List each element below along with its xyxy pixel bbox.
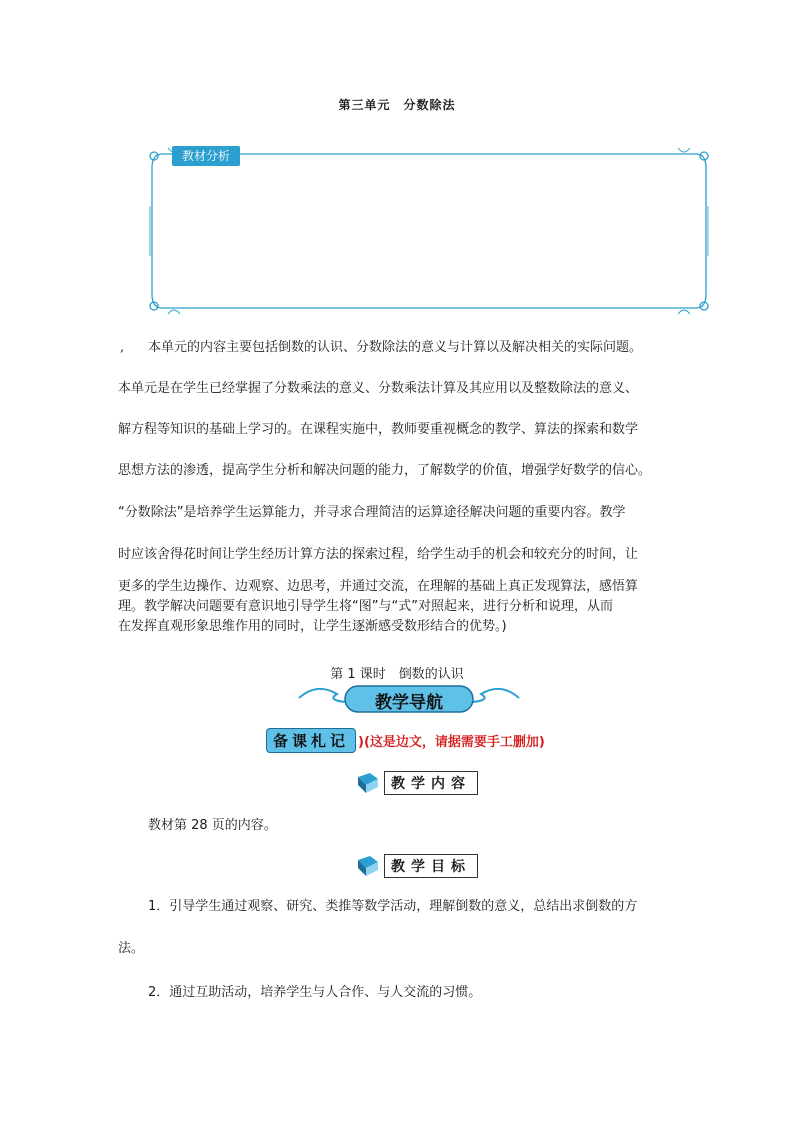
- analysis-line: “分数除法”是培养学生运算能力，并寻求合理简洁的运算途径解决问题的重要内容。教学: [118, 505, 626, 520]
- analysis-line: 本单元的内容主要包括倒数的认识、分数除法的意义与计算以及解决相关的实际问题。: [148, 340, 643, 355]
- analysis-line: 解方程等知识的基础上学习的。在课程实施中，教师要重视概念的教学、算法的探索和数学: [118, 422, 639, 437]
- note-label-box: 备课札记: [266, 728, 356, 753]
- page-header: 第三单元 分数除法: [338, 98, 456, 112]
- lesson-title: 第 1 课时 倒数的认识: [330, 667, 464, 682]
- goal-item: 2．通过互助活动，培养学生与人合作、与人交流的习惯。: [148, 985, 482, 1000]
- book-icon: [356, 771, 380, 795]
- analysis-line: 时应该舍得花时间让学生经历计算方法的探索过程，给学生动手的机会和较充分的时间，让: [118, 547, 639, 562]
- nav-banner-text: 教学导航: [375, 693, 443, 713]
- analysis-line: 理。教学解决问题要有意识地引导学生将“图”与“式”对照起来，进行分析和说理，从而: [118, 599, 613, 614]
- note-hint: )(这是边文，请据需要手工删加): [358, 734, 545, 750]
- goal-item: 1．引导学生通过观察、研究、类推等数学活动，理解倒数的意义，总结出求倒数的方: [148, 899, 638, 914]
- goal-item: 法。: [118, 941, 145, 956]
- stray-mark: ,: [120, 340, 125, 355]
- analysis-line: 本单元是在学生已经掌握了分数乘法的意义、分数乘法计算及其应用以及整数除法的意义、: [118, 381, 639, 396]
- analysis-line: 更多的学生边操作、边观察、边思考，并通过交流，在理解的基础上真正发现算法，感悟算: [118, 579, 639, 594]
- section-heading-text: 教学内容: [384, 771, 478, 795]
- section-heading-content: [356, 770, 478, 796]
- section-heading-text: 教学目标: [384, 854, 478, 878]
- analysis-tag: 教材分析: [172, 146, 240, 166]
- analysis-frame: [148, 146, 710, 316]
- content-text: 教材第 28 页的内容。: [148, 818, 277, 833]
- analysis-line: 在发挥直观形象思维作用的同时，让学生逐渐感受数形结合的优势。): [118, 619, 507, 634]
- analysis-line: 思想方法的渗透，提高学生分析和解决问题的能力，了解数学的价值，增强学好数学的信心。: [118, 463, 652, 478]
- section-heading-goals: [356, 853, 478, 879]
- note-label: [266, 727, 545, 753]
- book-icon: [356, 854, 380, 878]
